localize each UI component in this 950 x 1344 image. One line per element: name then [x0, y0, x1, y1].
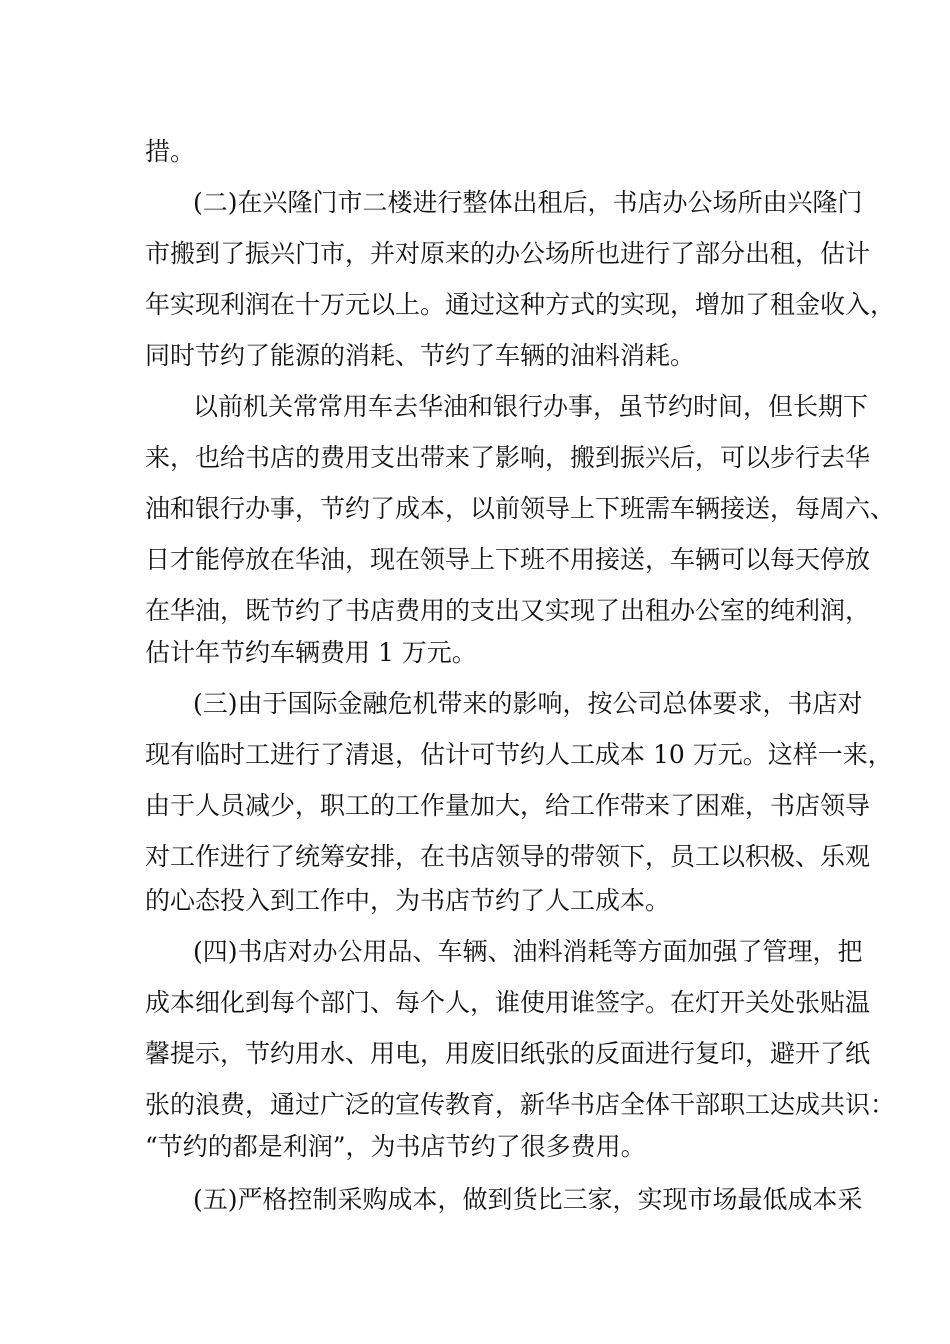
- text-line: 来，也给书店的费用支出带来了影响，搬到振兴后，可以步行去华: [145, 443, 871, 472]
- text-line: 馨提示，节约用水、用电，用废旧纸张的反面进行复印，避开了纸: [145, 1039, 871, 1068]
- text-line: 同时节约了能源的消耗、节约了车辆的油料消耗。: [145, 341, 696, 370]
- paragraph-first-line: (四)书店对办公用品、车辆、油料消耗等方面加强了管理，把: [193, 937, 863, 966]
- paragraph-first-line: (五)严格控制采购成本，做到货比三家，实现市场最低成本采: [193, 1185, 863, 1214]
- paragraph-first-line: (三)由于国际金融危机带来的影响，按公司总体要求，书店对: [193, 689, 863, 718]
- text-line: 由于人员减少，职工的工作量加大，给工作带来了困难，书店领导: [145, 791, 871, 820]
- text-line: 成本细化到每个部门、每个人，谁使用谁签字。在灯开关处张贴温: [145, 988, 871, 1017]
- text-line: 措。: [145, 137, 196, 166]
- text-line: 油和银行办事，节约了成本，以前领导上下班需车辆接送，每周六、: [145, 494, 896, 523]
- paragraph-first-line: 以前机关常常用车去华油和银行办事，虽节约时间，但长期下: [193, 392, 869, 421]
- text-line: 张的浪费，通过广泛的宣传教育，新华书店全体干部职工达成共识：: [145, 1090, 896, 1119]
- text-line: 现有临时工进行了清退，估计可节约人工成本 10 万元。这样一来，: [145, 740, 893, 769]
- text-line: “节约的都是利润”，为书店节约了很多费用。: [145, 1132, 646, 1161]
- text-line: 市搬到了振兴门市，并对原来的办公场所也进行了部分出租，估计: [145, 239, 871, 268]
- text-line: 在华油，既节约了书店费用的支出又实现了出租办公室的纯利润，: [145, 596, 871, 625]
- text-line: 的心态投入到工作中，为书店节约了人工成本。: [145, 886, 671, 915]
- text-line: 对工作进行了统筹安排，在书店领导的带领下，员工以积极、乐观: [145, 842, 871, 871]
- text-line: 日才能停放在华油，现在领导上下班不用接送，车辆可以每天停放: [145, 545, 871, 574]
- text-line: 估计年节约车辆费用 1 万元。: [145, 638, 477, 667]
- paragraph-first-line: (二)在兴隆门市二楼进行整体出租后，书店办公场所由兴隆门: [193, 188, 863, 217]
- text-line: 年实现利润在十万元以上。通过这种方式的实现，增加了租金收入，: [145, 290, 896, 319]
